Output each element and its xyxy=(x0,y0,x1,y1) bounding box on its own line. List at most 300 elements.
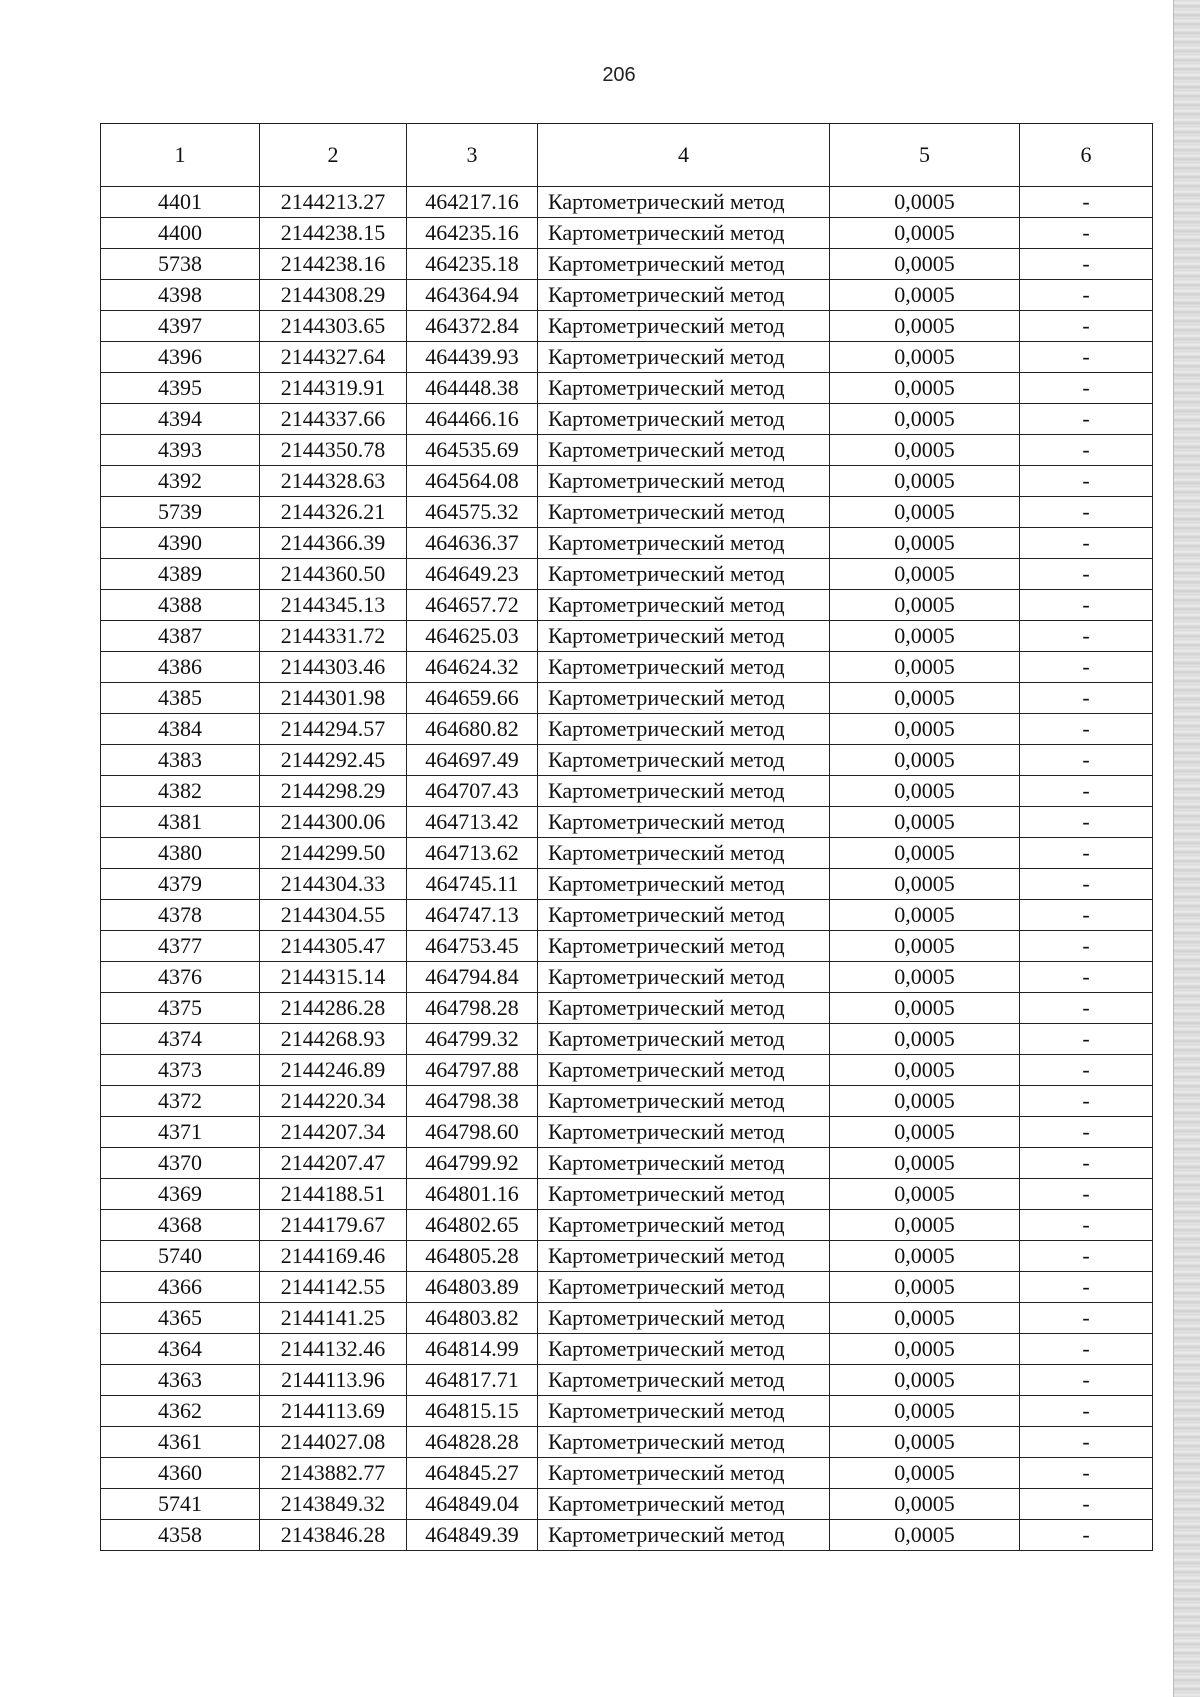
method-cell: Картометрический метод xyxy=(538,807,830,838)
x-coordinate-cell: 2144366.39 xyxy=(260,528,407,559)
note-cell: - xyxy=(1020,218,1153,249)
scan-edge xyxy=(1173,0,1200,1697)
y-coordinate-cell: 464803.89 xyxy=(407,1272,538,1303)
header-row xyxy=(101,124,1153,187)
x-coordinate-cell: 2144142.55 xyxy=(260,1272,407,1303)
accuracy-cell: 0,0005 xyxy=(830,342,1020,373)
x-coordinate-cell: 2144141.25 xyxy=(260,1303,407,1334)
method-cell: Картометрический метод xyxy=(538,1024,830,1055)
header-cell: 1 xyxy=(101,124,260,187)
table-row xyxy=(101,187,1153,218)
point-number-cell: 4373 xyxy=(101,1055,260,1086)
table-row xyxy=(101,869,1153,900)
note-cell: - xyxy=(1020,435,1153,466)
page-number: 206 xyxy=(602,64,636,86)
note-cell: - xyxy=(1020,1427,1153,1458)
y-coordinate-cell: 464235.18 xyxy=(407,249,538,280)
accuracy-cell: 0,0005 xyxy=(830,745,1020,776)
table-row xyxy=(101,1241,1153,1272)
note-cell: - xyxy=(1020,1179,1153,1210)
note-cell: - xyxy=(1020,1396,1153,1427)
y-coordinate-cell: 464799.92 xyxy=(407,1148,538,1179)
note-cell: - xyxy=(1020,590,1153,621)
y-coordinate-cell: 464799.32 xyxy=(407,1024,538,1055)
accuracy-cell: 0,0005 xyxy=(830,1210,1020,1241)
point-number-cell: 4361 xyxy=(101,1427,260,1458)
point-number-cell: 4366 xyxy=(101,1272,260,1303)
table-row xyxy=(101,807,1153,838)
table-row xyxy=(101,559,1153,590)
method-cell: Картометрический метод xyxy=(538,1210,830,1241)
x-coordinate-cell: 2144299.50 xyxy=(260,838,407,869)
table-row xyxy=(101,714,1153,745)
method-cell: Картометрический метод xyxy=(538,621,830,652)
point-number-cell: 4380 xyxy=(101,838,260,869)
note-cell: - xyxy=(1020,1086,1153,1117)
point-number-cell: 5740 xyxy=(101,1241,260,1272)
point-number-cell: 4385 xyxy=(101,683,260,714)
x-coordinate-cell: 2144132.46 xyxy=(260,1334,407,1365)
note-cell: - xyxy=(1020,1365,1153,1396)
accuracy-cell: 0,0005 xyxy=(830,1024,1020,1055)
x-coordinate-cell: 2144292.45 xyxy=(260,745,407,776)
note-cell: - xyxy=(1020,1303,1153,1334)
method-cell: Картометрический метод xyxy=(538,1396,830,1427)
accuracy-cell: 0,0005 xyxy=(830,1117,1020,1148)
note-cell: - xyxy=(1020,962,1153,993)
x-coordinate-cell: 2144169.46 xyxy=(260,1241,407,1272)
accuracy-cell: 0,0005 xyxy=(830,1365,1020,1396)
x-coordinate-cell: 2144327.64 xyxy=(260,342,407,373)
method-cell: Картометрический метод xyxy=(538,776,830,807)
accuracy-cell: 0,0005 xyxy=(830,1241,1020,1272)
accuracy-cell: 0,0005 xyxy=(830,1303,1020,1334)
accuracy-cell: 0,0005 xyxy=(830,528,1020,559)
table-row xyxy=(101,1365,1153,1396)
table-row xyxy=(101,621,1153,652)
accuracy-cell: 0,0005 xyxy=(830,1334,1020,1365)
y-coordinate-cell: 464564.08 xyxy=(407,466,538,497)
point-number-cell: 5739 xyxy=(101,497,260,528)
accuracy-cell: 0,0005 xyxy=(830,373,1020,404)
y-coordinate-cell: 464845.27 xyxy=(407,1458,538,1489)
note-cell: - xyxy=(1020,1334,1153,1365)
accuracy-cell: 0,0005 xyxy=(830,1272,1020,1303)
table-row xyxy=(101,1210,1153,1241)
y-coordinate-cell: 464697.49 xyxy=(407,745,538,776)
accuracy-cell: 0,0005 xyxy=(830,280,1020,311)
note-cell: - xyxy=(1020,900,1153,931)
point-number-cell: 4397 xyxy=(101,311,260,342)
method-cell: Картометрический метод xyxy=(538,218,830,249)
point-number-cell: 4378 xyxy=(101,900,260,931)
point-number-cell: 4362 xyxy=(101,1396,260,1427)
method-cell: Картометрический метод xyxy=(538,528,830,559)
note-cell: - xyxy=(1020,404,1153,435)
accuracy-cell: 0,0005 xyxy=(830,1055,1020,1086)
point-number-cell: 4388 xyxy=(101,590,260,621)
y-coordinate-cell: 464805.28 xyxy=(407,1241,538,1272)
point-number-cell: 4368 xyxy=(101,1210,260,1241)
point-number-cell: 4390 xyxy=(101,528,260,559)
header-cell: 5 xyxy=(830,124,1020,187)
note-cell: - xyxy=(1020,466,1153,497)
table-row xyxy=(101,373,1153,404)
y-coordinate-cell: 464649.23 xyxy=(407,559,538,590)
method-cell: Картометрический метод xyxy=(538,435,830,466)
note-cell: - xyxy=(1020,342,1153,373)
method-cell: Картометрический метод xyxy=(538,590,830,621)
method-cell: Картометрический метод xyxy=(538,311,830,342)
x-coordinate-cell: 2144113.69 xyxy=(260,1396,407,1427)
note-cell: - xyxy=(1020,807,1153,838)
method-cell: Картометрический метод xyxy=(538,869,830,900)
method-cell: Картометрический метод xyxy=(538,1458,830,1489)
table-row xyxy=(101,993,1153,1024)
method-cell: Картометрический метод xyxy=(538,1365,830,1396)
table-row xyxy=(101,218,1153,249)
y-coordinate-cell: 464802.65 xyxy=(407,1210,538,1241)
accuracy-cell: 0,0005 xyxy=(830,218,1020,249)
y-coordinate-cell: 464814.99 xyxy=(407,1334,538,1365)
x-coordinate-cell: 2143846.28 xyxy=(260,1520,407,1551)
method-cell: Картометрический метод xyxy=(538,1179,830,1210)
y-coordinate-cell: 464745.11 xyxy=(407,869,538,900)
method-cell: Картометрический метод xyxy=(538,1117,830,1148)
table-row xyxy=(101,311,1153,342)
table-row xyxy=(101,838,1153,869)
point-number-cell: 4369 xyxy=(101,1179,260,1210)
y-coordinate-cell: 464625.03 xyxy=(407,621,538,652)
table-row xyxy=(101,1055,1153,1086)
y-coordinate-cell: 464707.43 xyxy=(407,776,538,807)
x-coordinate-cell: 2143882.77 xyxy=(260,1458,407,1489)
accuracy-cell: 0,0005 xyxy=(830,1396,1020,1427)
method-cell: Картометрический метод xyxy=(538,838,830,869)
table-row xyxy=(101,1427,1153,1458)
point-number-cell: 4389 xyxy=(101,559,260,590)
table-row xyxy=(101,683,1153,714)
note-cell: - xyxy=(1020,280,1153,311)
point-number-cell: 4387 xyxy=(101,621,260,652)
header-cell: 2 xyxy=(260,124,407,187)
table-row xyxy=(101,931,1153,962)
y-coordinate-cell: 464817.71 xyxy=(407,1365,538,1396)
method-cell: Картометрический метод xyxy=(538,1489,830,1520)
accuracy-cell: 0,0005 xyxy=(830,466,1020,497)
y-coordinate-cell: 464794.84 xyxy=(407,962,538,993)
note-cell: - xyxy=(1020,931,1153,962)
note-cell: - xyxy=(1020,1272,1153,1303)
x-coordinate-cell: 2144220.34 xyxy=(260,1086,407,1117)
method-cell: Картометрический метод xyxy=(538,1086,830,1117)
y-coordinate-cell: 464680.82 xyxy=(407,714,538,745)
point-number-cell: 4364 xyxy=(101,1334,260,1365)
point-number-cell: 4376 xyxy=(101,962,260,993)
note-cell: - xyxy=(1020,838,1153,869)
note-cell: - xyxy=(1020,1148,1153,1179)
method-cell: Картометрический метод xyxy=(538,714,830,745)
table-row xyxy=(101,404,1153,435)
y-coordinate-cell: 464747.13 xyxy=(407,900,538,931)
x-coordinate-cell: 2143849.32 xyxy=(260,1489,407,1520)
accuracy-cell: 0,0005 xyxy=(830,931,1020,962)
table-row xyxy=(101,1272,1153,1303)
table-row xyxy=(101,466,1153,497)
x-coordinate-cell: 2144350.78 xyxy=(260,435,407,466)
accuracy-cell: 0,0005 xyxy=(830,869,1020,900)
table-row xyxy=(101,1117,1153,1148)
y-coordinate-cell: 464235.16 xyxy=(407,218,538,249)
x-coordinate-cell: 2144304.55 xyxy=(260,900,407,931)
note-cell: - xyxy=(1020,497,1153,528)
x-coordinate-cell: 2144238.16 xyxy=(260,249,407,280)
point-number-cell: 4372 xyxy=(101,1086,260,1117)
x-coordinate-cell: 2144303.46 xyxy=(260,652,407,683)
point-number-cell: 4358 xyxy=(101,1520,260,1551)
accuracy-cell: 0,0005 xyxy=(830,1148,1020,1179)
x-coordinate-cell: 2144300.06 xyxy=(260,807,407,838)
table-row xyxy=(101,1086,1153,1117)
point-number-cell: 4363 xyxy=(101,1365,260,1396)
accuracy-cell: 0,0005 xyxy=(830,311,1020,342)
x-coordinate-cell: 2144268.93 xyxy=(260,1024,407,1055)
y-coordinate-cell: 464815.15 xyxy=(407,1396,538,1427)
note-cell: - xyxy=(1020,621,1153,652)
method-cell: Картометрический метод xyxy=(538,652,830,683)
method-cell: Картометрический метод xyxy=(538,1055,830,1086)
y-coordinate-cell: 464535.69 xyxy=(407,435,538,466)
x-coordinate-cell: 2144328.63 xyxy=(260,466,407,497)
table-row xyxy=(101,435,1153,466)
method-cell: Картометрический метод xyxy=(538,1427,830,1458)
table-row xyxy=(101,1520,1153,1551)
y-coordinate-cell: 464439.93 xyxy=(407,342,538,373)
accuracy-cell: 0,0005 xyxy=(830,1489,1020,1520)
table-row xyxy=(101,745,1153,776)
point-number-cell: 4374 xyxy=(101,1024,260,1055)
point-number-cell: 4370 xyxy=(101,1148,260,1179)
table-row xyxy=(101,652,1153,683)
accuracy-cell: 0,0005 xyxy=(830,993,1020,1024)
method-cell: Картометрический метод xyxy=(538,373,830,404)
y-coordinate-cell: 464803.82 xyxy=(407,1303,538,1334)
point-number-cell: 4394 xyxy=(101,404,260,435)
table-row xyxy=(101,528,1153,559)
note-cell: - xyxy=(1020,1520,1153,1551)
method-cell: Картометрический метод xyxy=(538,187,830,218)
table-row xyxy=(101,1489,1153,1520)
method-cell: Картометрический метод xyxy=(538,962,830,993)
x-coordinate-cell: 2144304.33 xyxy=(260,869,407,900)
point-number-cell: 4381 xyxy=(101,807,260,838)
point-number-cell: 5741 xyxy=(101,1489,260,1520)
point-number-cell: 4379 xyxy=(101,869,260,900)
table-header xyxy=(101,124,1153,187)
accuracy-cell: 0,0005 xyxy=(830,683,1020,714)
method-cell: Картометрический метод xyxy=(538,900,830,931)
x-coordinate-cell: 2144294.57 xyxy=(260,714,407,745)
y-coordinate-cell: 464575.32 xyxy=(407,497,538,528)
accuracy-cell: 0,0005 xyxy=(830,776,1020,807)
point-number-cell: 5738 xyxy=(101,249,260,280)
x-coordinate-cell: 2144331.72 xyxy=(260,621,407,652)
table-row xyxy=(101,249,1153,280)
accuracy-cell: 0,0005 xyxy=(830,187,1020,218)
accuracy-cell: 0,0005 xyxy=(830,1520,1020,1551)
note-cell: - xyxy=(1020,1489,1153,1520)
point-number-cell: 4365 xyxy=(101,1303,260,1334)
x-coordinate-cell: 2144308.29 xyxy=(260,280,407,311)
method-cell: Картометрический метод xyxy=(538,1148,830,1179)
note-cell: - xyxy=(1020,869,1153,900)
table-row xyxy=(101,590,1153,621)
accuracy-cell: 0,0005 xyxy=(830,1179,1020,1210)
accuracy-cell: 0,0005 xyxy=(830,807,1020,838)
y-coordinate-cell: 464797.88 xyxy=(407,1055,538,1086)
method-cell: Картометрический метод xyxy=(538,280,830,311)
x-coordinate-cell: 2144360.50 xyxy=(260,559,407,590)
y-coordinate-cell: 464798.38 xyxy=(407,1086,538,1117)
accuracy-cell: 0,0005 xyxy=(830,962,1020,993)
y-coordinate-cell: 464713.42 xyxy=(407,807,538,838)
note-cell: - xyxy=(1020,652,1153,683)
note-cell: - xyxy=(1020,714,1153,745)
y-coordinate-cell: 464466.16 xyxy=(407,404,538,435)
note-cell: - xyxy=(1020,1458,1153,1489)
point-number-cell: 4360 xyxy=(101,1458,260,1489)
y-coordinate-cell: 464798.60 xyxy=(407,1117,538,1148)
y-coordinate-cell: 464798.28 xyxy=(407,993,538,1024)
accuracy-cell: 0,0005 xyxy=(830,249,1020,280)
x-coordinate-cell: 2144319.91 xyxy=(260,373,407,404)
note-cell: - xyxy=(1020,528,1153,559)
accuracy-cell: 0,0005 xyxy=(830,590,1020,621)
accuracy-cell: 0,0005 xyxy=(830,1427,1020,1458)
table-row xyxy=(101,1396,1153,1427)
method-cell: Картометрический метод xyxy=(538,1272,830,1303)
table-row xyxy=(101,1148,1153,1179)
accuracy-cell: 0,0005 xyxy=(830,652,1020,683)
point-number-cell: 4396 xyxy=(101,342,260,373)
x-coordinate-cell: 2144315.14 xyxy=(260,962,407,993)
table-row xyxy=(101,280,1153,311)
y-coordinate-cell: 464659.66 xyxy=(407,683,538,714)
accuracy-cell: 0,0005 xyxy=(830,404,1020,435)
point-number-cell: 4401 xyxy=(101,187,260,218)
table-row xyxy=(101,1334,1153,1365)
y-coordinate-cell: 464753.45 xyxy=(407,931,538,962)
accuracy-cell: 0,0005 xyxy=(830,621,1020,652)
method-cell: Картометрический метод xyxy=(538,745,830,776)
x-coordinate-cell: 2144027.08 xyxy=(260,1427,407,1458)
point-number-cell: 4377 xyxy=(101,931,260,962)
note-cell: - xyxy=(1020,776,1153,807)
method-cell: Картометрический метод xyxy=(538,931,830,962)
method-cell: Картометрический метод xyxy=(538,342,830,373)
method-cell: Картометрический метод xyxy=(538,993,830,1024)
coordinates-table xyxy=(100,123,1153,1551)
method-cell: Картометрический метод xyxy=(538,1520,830,1551)
point-number-cell: 4392 xyxy=(101,466,260,497)
table-row xyxy=(101,1458,1153,1489)
point-number-cell: 4393 xyxy=(101,435,260,466)
y-coordinate-cell: 464801.16 xyxy=(407,1179,538,1210)
x-coordinate-cell: 2144301.98 xyxy=(260,683,407,714)
y-coordinate-cell: 464364.94 xyxy=(407,280,538,311)
y-coordinate-cell: 464713.62 xyxy=(407,838,538,869)
note-cell: - xyxy=(1020,187,1153,218)
x-coordinate-cell: 2144207.47 xyxy=(260,1148,407,1179)
y-coordinate-cell: 464849.04 xyxy=(407,1489,538,1520)
table-row xyxy=(101,776,1153,807)
accuracy-cell: 0,0005 xyxy=(830,1458,1020,1489)
table-row xyxy=(101,342,1153,373)
note-cell: - xyxy=(1020,745,1153,776)
x-coordinate-cell: 2144286.28 xyxy=(260,993,407,1024)
y-coordinate-cell: 464217.16 xyxy=(407,187,538,218)
point-number-cell: 4371 xyxy=(101,1117,260,1148)
note-cell: - xyxy=(1020,373,1153,404)
method-cell: Картометрический метод xyxy=(538,559,830,590)
table-row xyxy=(101,900,1153,931)
x-coordinate-cell: 2144238.15 xyxy=(260,218,407,249)
x-coordinate-cell: 2144298.29 xyxy=(260,776,407,807)
method-cell: Картометрический метод xyxy=(538,497,830,528)
header-cell: 4 xyxy=(538,124,830,187)
point-number-cell: 4400 xyxy=(101,218,260,249)
accuracy-cell: 0,0005 xyxy=(830,559,1020,590)
point-number-cell: 4398 xyxy=(101,280,260,311)
accuracy-cell: 0,0005 xyxy=(830,900,1020,931)
note-cell: - xyxy=(1020,1210,1153,1241)
note-cell: - xyxy=(1020,1241,1153,1272)
note-cell: - xyxy=(1020,1024,1153,1055)
method-cell: Картометрический метод xyxy=(538,404,830,435)
y-coordinate-cell: 464849.39 xyxy=(407,1520,538,1551)
table-row xyxy=(101,1303,1153,1334)
accuracy-cell: 0,0005 xyxy=(830,435,1020,466)
accuracy-cell: 0,0005 xyxy=(830,838,1020,869)
y-coordinate-cell: 464657.72 xyxy=(407,590,538,621)
note-cell: - xyxy=(1020,559,1153,590)
table-row xyxy=(101,1024,1153,1055)
header-cell: 3 xyxy=(407,124,538,187)
point-number-cell: 4375 xyxy=(101,993,260,1024)
method-cell: Картометрический метод xyxy=(538,249,830,280)
x-coordinate-cell: 2144188.51 xyxy=(260,1179,407,1210)
note-cell: - xyxy=(1020,683,1153,714)
point-number-cell: 4383 xyxy=(101,745,260,776)
point-number-cell: 4382 xyxy=(101,776,260,807)
x-coordinate-cell: 2144345.13 xyxy=(260,590,407,621)
method-cell: Картометрический метод xyxy=(538,1303,830,1334)
accuracy-cell: 0,0005 xyxy=(830,497,1020,528)
point-number-cell: 4395 xyxy=(101,373,260,404)
y-coordinate-cell: 464448.38 xyxy=(407,373,538,404)
accuracy-cell: 0,0005 xyxy=(830,714,1020,745)
y-coordinate-cell: 464636.37 xyxy=(407,528,538,559)
table-body xyxy=(101,187,1153,1551)
table-row xyxy=(101,962,1153,993)
method-cell: Картометрический метод xyxy=(538,683,830,714)
method-cell: Картометрический метод xyxy=(538,466,830,497)
note-cell: - xyxy=(1020,993,1153,1024)
x-coordinate-cell: 2144337.66 xyxy=(260,404,407,435)
method-cell: Картометрический метод xyxy=(538,1241,830,1272)
x-coordinate-cell: 2144326.21 xyxy=(260,497,407,528)
point-number-cell: 4384 xyxy=(101,714,260,745)
